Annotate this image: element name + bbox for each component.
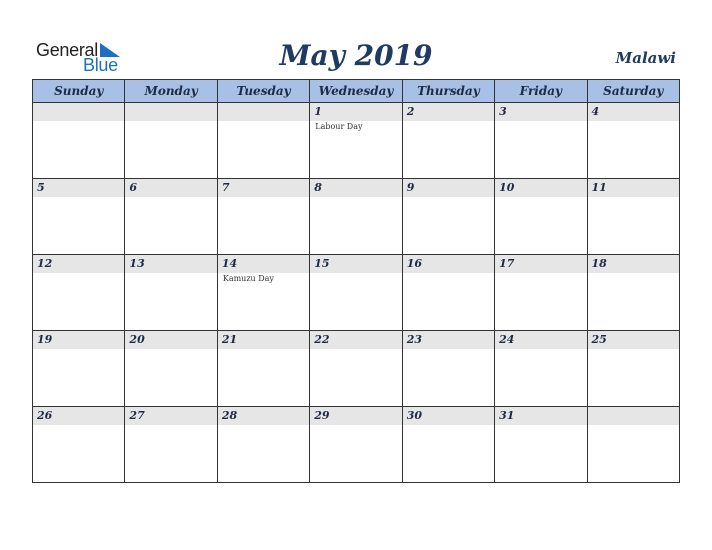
day-number: 6 [129,181,138,194]
day-number: 3 [499,105,507,118]
weekday-header: Thursday [402,80,494,103]
day-cell [33,331,125,407]
day-cell [587,331,679,407]
day-cell [310,407,402,483]
weekday-header: Saturday [587,80,679,103]
day-bar [495,407,586,425]
day-number: 19 [37,333,53,346]
day-bar [588,103,679,121]
day-number: 5 [37,181,45,194]
day-cell [33,103,125,179]
day-number: 23 [406,333,422,346]
day-bar [310,179,401,197]
day-bar [588,407,679,425]
day-number: 12 [37,257,53,270]
day-number: 27 [129,409,145,422]
day-cell [217,255,309,331]
week-row [33,331,680,407]
day-bar [495,255,586,273]
day-cell [125,103,217,179]
day-cell [217,331,309,407]
day-bar [33,103,124,121]
weeks-body [33,103,680,483]
day-number: 4 [591,105,600,118]
day-cell [125,179,217,255]
day-cell [495,407,587,483]
day-cell [402,255,494,331]
holiday-label: Labour Day [315,122,363,131]
day-number: 8 [314,181,322,194]
day-bar [495,179,586,197]
day-bar [33,255,124,273]
weekday-header: Wednesday [310,80,402,103]
day-cell [587,407,679,483]
day-cell [402,407,494,483]
day-number: 16 [406,257,422,270]
week-row [33,255,680,331]
day-cell [495,103,587,179]
day-bar [588,179,679,197]
day-number: 18 [591,257,607,270]
day-number: 21 [221,333,238,346]
day-number: 31 [499,409,515,422]
day-number: 11 [591,181,607,194]
day-cell [217,103,309,179]
day-number: 24 [499,333,515,346]
day-cell [125,255,217,331]
day-bar [33,407,124,425]
day-bar [310,103,401,121]
day-number: 29 [314,409,330,422]
day-bar [33,179,124,197]
day-bar [125,179,216,197]
day-bar [125,103,216,121]
day-number: 2 [406,105,415,118]
day-cell [310,179,402,255]
day-cell [495,255,587,331]
day-cell [217,407,309,483]
weekday-header-row [33,80,680,103]
day-cell [33,179,125,255]
day-cell [310,103,402,179]
day-bar [403,407,494,425]
country-name: Malawi [615,49,676,67]
day-bar [218,255,309,273]
day-number: 17 [499,257,515,270]
day-bar [403,179,494,197]
day-cell [217,179,309,255]
day-bar [310,407,401,425]
day-bar [125,331,216,349]
day-bar [218,407,309,425]
day-number: 30 [406,409,422,422]
day-number: 26 [37,409,53,422]
weekday-header: Sunday [33,80,125,103]
day-bar [495,103,586,121]
day-bar [310,331,401,349]
day-number: 25 [591,333,607,346]
day-cell [587,179,679,255]
day-number: 9 [406,181,415,194]
week-row [33,179,680,255]
day-number: 15 [314,257,330,270]
day-bar [218,331,309,349]
day-cell [125,407,217,483]
day-bar [310,255,401,273]
month-title: May 2019 [279,39,433,72]
weekday-header: Friday [495,80,587,103]
logo-word-general: General [36,40,98,60]
day-cell [402,103,494,179]
weekday-header: Tuesday [217,80,309,103]
day-cell [310,331,402,407]
day-cell [33,407,125,483]
day-number: 28 [221,409,238,422]
day-number: 7 [221,181,230,194]
day-number: 1 [314,105,322,118]
day-cell [125,331,217,407]
day-cell [402,331,494,407]
day-cell [587,103,679,179]
day-number: 14 [221,257,238,270]
holiday-label: Kamuzu Day [222,274,274,283]
day-number: 22 [314,333,330,346]
week-row [33,407,680,483]
day-cell [495,179,587,255]
day-bar [218,103,309,121]
day-cell [587,255,679,331]
day-bar [403,255,494,273]
day-bar [125,407,216,425]
day-number: 13 [129,257,145,270]
week-row [33,103,680,179]
day-cell [310,255,402,331]
day-bar [495,331,586,349]
day-number: 10 [499,181,515,194]
day-cell [33,255,125,331]
month-grid [32,79,680,483]
day-bar [588,255,679,273]
day-bar [125,255,216,273]
day-cell [495,331,587,407]
day-number: 20 [129,333,145,346]
day-bar [588,331,679,349]
day-bar [33,331,124,349]
weekday-header: Monday [125,80,217,103]
logo-word-blue: Blue [83,55,118,75]
day-bar [403,331,494,349]
day-cell [402,179,494,255]
day-bar [403,103,494,121]
day-bar [218,179,309,197]
